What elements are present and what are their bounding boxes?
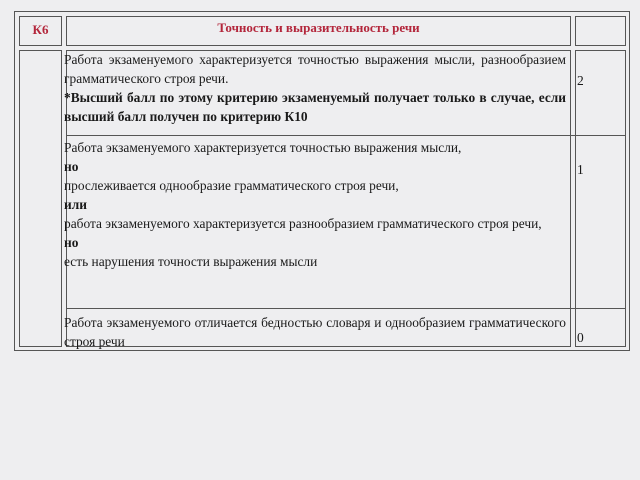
- score-cell: [575, 50, 626, 347]
- description-note: *Высший балл по этому критерию экзаменуемый получает только в случае, если высший балл получен по критерию К10: [64, 90, 566, 124]
- row-divider: [66, 308, 626, 309]
- connector-word: но: [64, 159, 79, 174]
- heading-score-cell: [575, 16, 626, 46]
- description-text: есть нарушения точности выражения мысли: [64, 254, 318, 269]
- criterion-description-0: [64, 313, 566, 351]
- score-value: 0: [577, 330, 584, 345]
- row-divider: [66, 135, 626, 136]
- criterion-description-2: [64, 50, 566, 126]
- criterion-description-1: [64, 138, 566, 271]
- criterion-code: К6: [32, 22, 49, 37]
- description-text: работа экзаменуемого характеризуется разнообразием грамматического строя речи,: [64, 216, 542, 231]
- connector-word: но: [64, 235, 79, 250]
- score-value: 1: [577, 162, 584, 177]
- description-text: Работа экзаменуемого характеризуется точностью выражения мысли, разнообразием грамматического строя речи.: [64, 52, 566, 86]
- connector-word: или: [64, 197, 87, 212]
- left-empty-cell: [19, 50, 62, 347]
- description-text: прослеживается однообразие грамматического строя речи,: [64, 178, 399, 193]
- criteria-table: [14, 11, 630, 351]
- description-text: Работа экзаменуемого отличается бедностью словаря и однообразием грамматического строя речи: [64, 315, 566, 349]
- criterion-heading: Точность и выразительность речи: [217, 20, 420, 35]
- description-text: Работа экзаменуемого характеризуется точностью выражения мысли,: [64, 140, 462, 155]
- score-value: 2: [577, 73, 584, 88]
